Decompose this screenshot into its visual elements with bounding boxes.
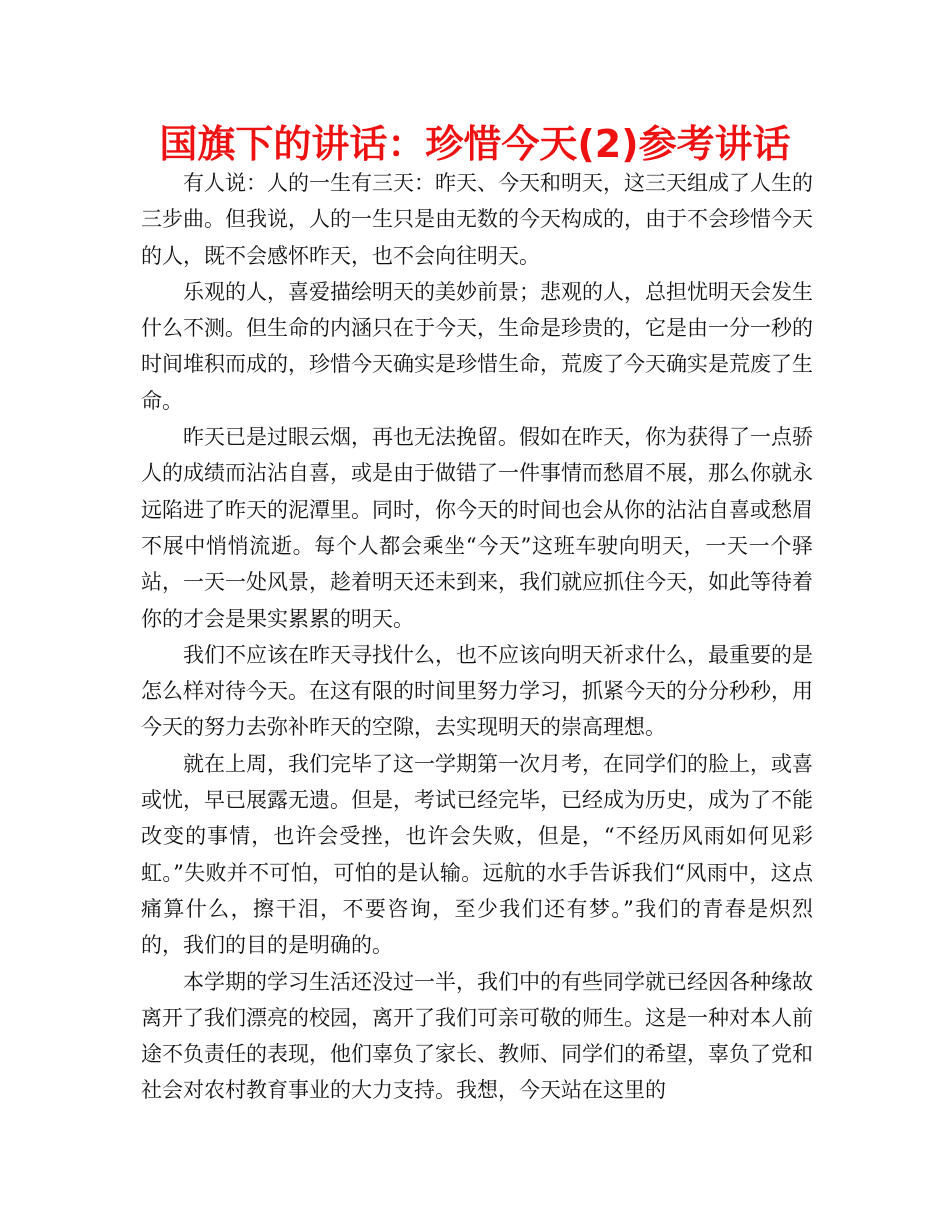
paragraph-5: 就在上周，我们完毕了这一学期第一次月考，在同学们的脸上，或喜或忧，早已展露无遗。但是，考试已经完毕，已经成为历史，成为了不能改变的事情，也许会受挫，也许会失败，但是，“不经历风雨如何见彩虹。”失败并不可怕，可怕的是认输。远航的水手告诉我们“风雨中，这点痛算什么，擦干泪，不要咨询，至少我们还有梦。”我们的青春是炽烈的，我们的目的是明确的。 [141,751,813,958]
document-title: 国旗下的讲话：珍惜今天(2)参考讲话 [159,122,791,166]
paragraph-6: 本学期的学习生活还没过一半，我们中的有些同学就已经因各种缘故离开了我们漂亮的校园，离开了我们可亲可敬的师生。这是一种对本人前途不负责任的表现，他们辜负了家长、教师、同学们的希望，辜负了党和社会对农村教育事业的大力支持。我想，今天站在这里的 [141,969,813,1103]
paragraph-1: 有人说：人的一生有三天：昨天、今天和明天，这三天组成了人生的三步曲。但我说，人的一生只是由无数的今天构成的，由于不会珍惜今天的人，既不会感怀昨天，也不会向往明天。 [141,171,813,268]
paragraph-3: 昨天已是过眼云烟，再也无法挽留。假如在昨天，你为获得了一点骄人的成绩而沾沾自喜，或是由于做错了一件事情而愁眉不展，那么你就永远陷进了昨天的泥潭里。同时，你今天的时间也会从你的沾沾自喜或愁眉不展中悄悄流逝。每个人都会乘坐“今天”这班车驶向明天，一天一个驿站，一天一处风景，趁着明天还未到来，我们就应抓住今天，如此等待着你的才会是果实累累的明天。 [141,425,813,631]
paragraph-4: 我们不应该在昨天寻找什么，也不应该向明天祈求什么，最重要的是怎么样对待今天。在这有限的时间里努力学习，抓紧今天的分分秒秒，用今天的努力去弥补昨天的空隙，去实现明天的崇高理想。 [141,642,813,740]
paragraph-2: 乐观的人，喜爱描绘明天的美妙前景；悲观的人，总担忧明天会发生什么不测。但生命的内涵只在于今天，生命是珍贵的，它是由一分一秒的时间堆积而成的，珍惜今天确实是珍惜生命，荒废了今天确实是荒废了生命。 [141,279,813,413]
document-body [141,165,813,1109]
